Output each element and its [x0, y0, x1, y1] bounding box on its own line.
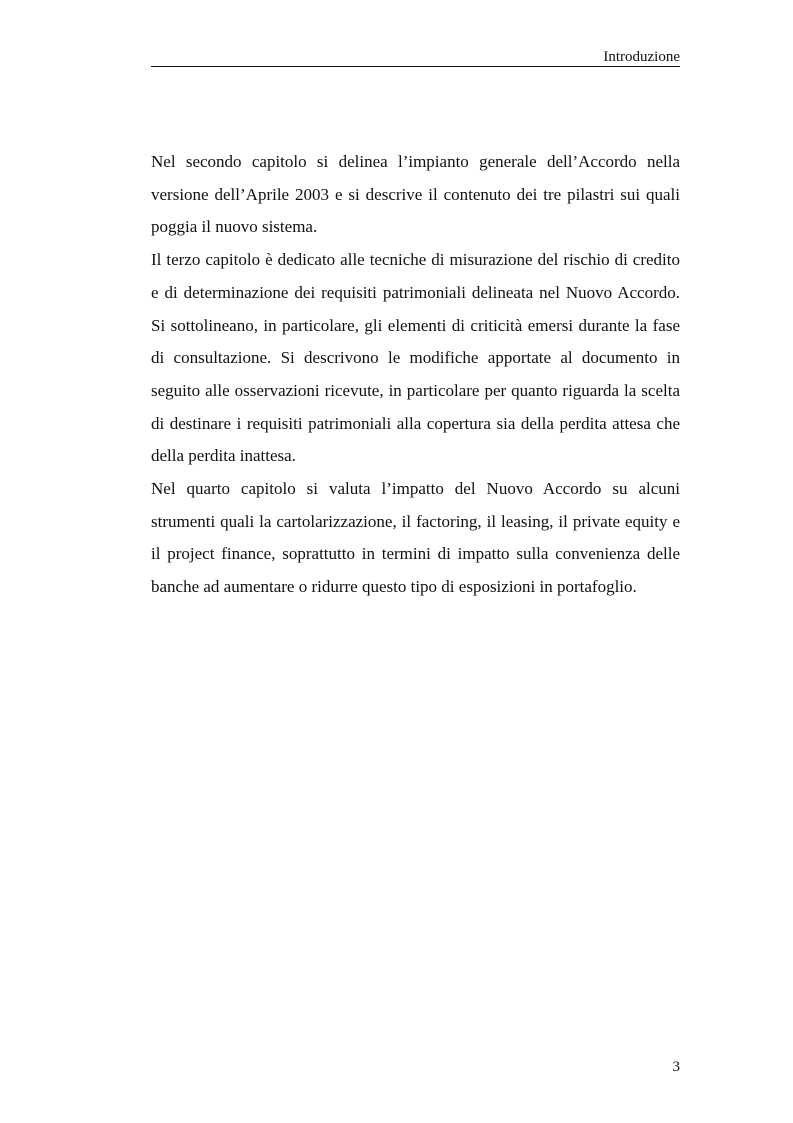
- page-number: 3: [672, 1059, 680, 1075]
- running-header: [151, 46, 680, 67]
- body-text: [151, 146, 680, 604]
- paragraph: Nel quarto capitolo si valuta l’impatto del Nuovo Accordo su alcuni strumenti quali la cartolarizzazione, il factoring, il leasing, il private equity e il project finance, soprattutto in termini di impatto sulla convenienza delle banche ad aumentare o ridurre questo tipo di esposizioni in portafoglio.: [151, 479, 680, 597]
- running-header-title: Introduzione: [603, 49, 680, 65]
- paragraph: Il terzo capitolo è dedicato alle tecniche di misurazione del rischio di credito e di determinazione dei requisiti patrimoniali delineata nel Nuovo Accordo. Si sottolineano, in particolare, gli elementi di criticità emersi durante la fase di consultazione. Si descrivono le modifiche apportate al documento in seguito alle osservazioni ricevute, in particolare per quanto riguarda la scelta di destinare i requisiti patrimoniali alla copertura sia della perdita attesa che della perdita inattesa.: [151, 250, 680, 466]
- paragraph: Nel secondo capitolo si delinea l’impianto generale dell’Accordo nella versione dell’Aprile 2003 e si descrive il contenuto dei tre pilastri sui quali poggia il nuovo sistema.: [151, 152, 680, 237]
